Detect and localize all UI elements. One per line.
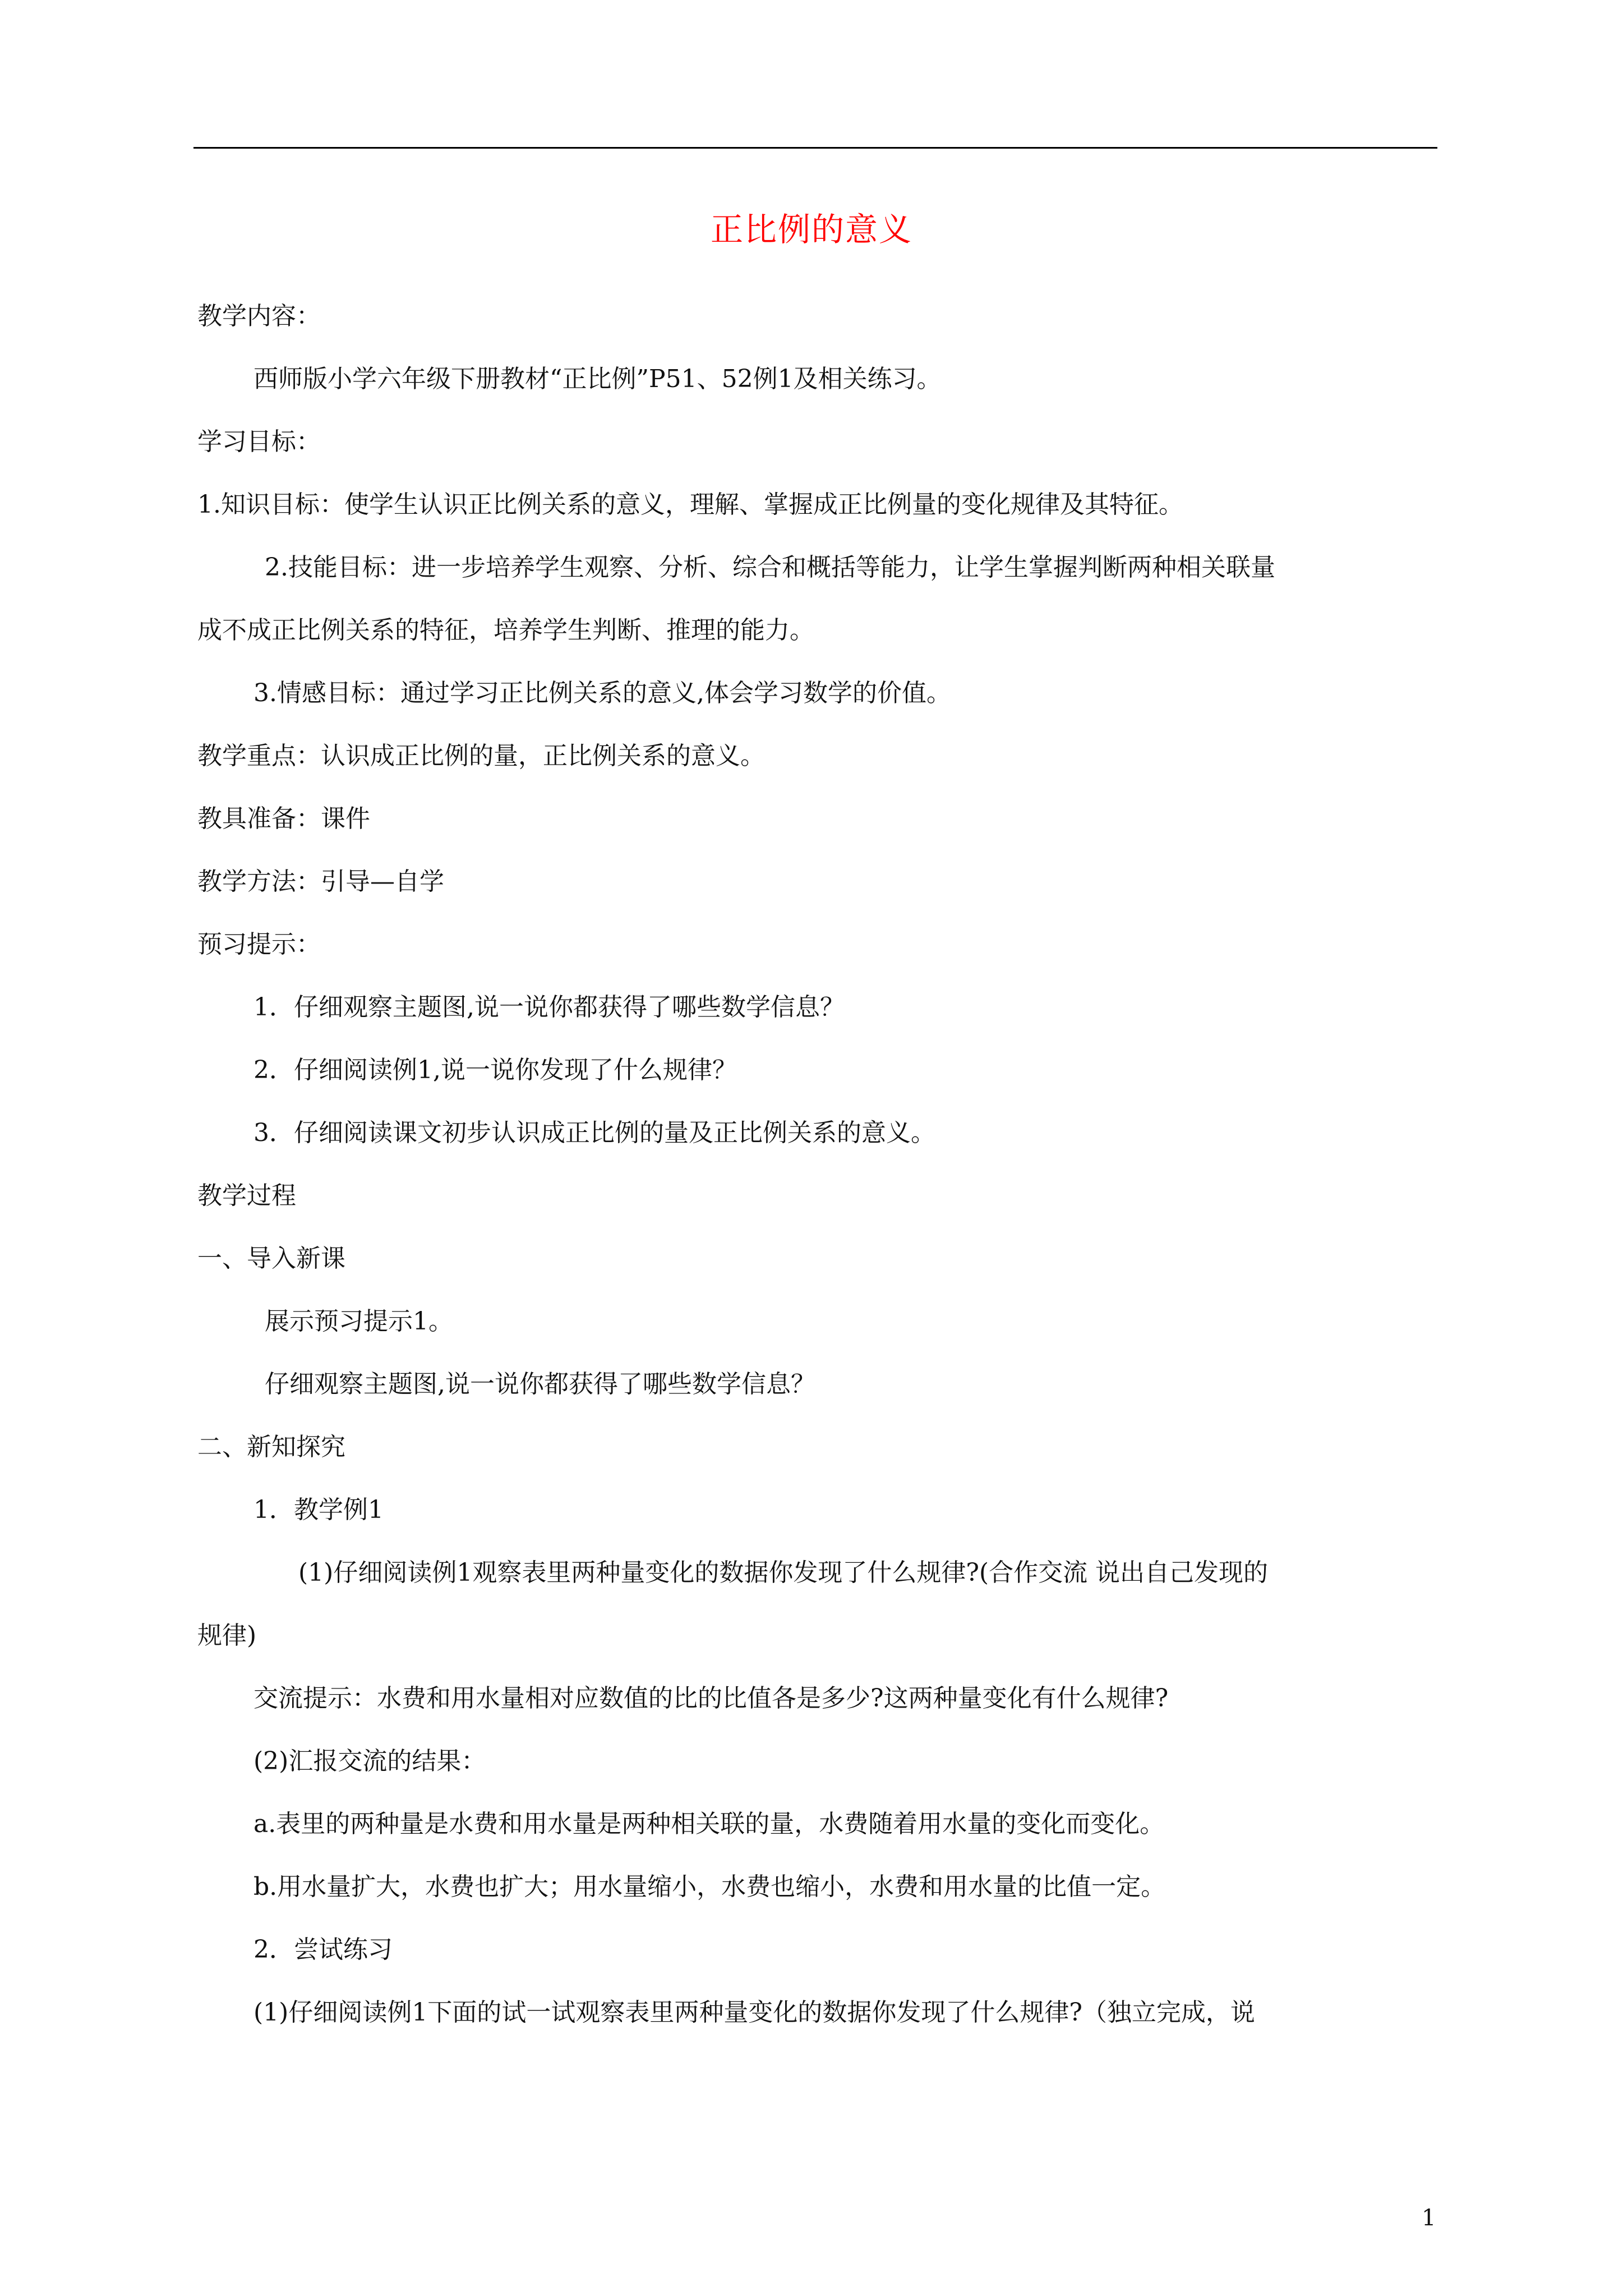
- page-number: 1: [1422, 2205, 1436, 2231]
- page-title: 正比例的意义: [710, 210, 912, 249]
- text-line: 2．尝试练习: [253, 1935, 393, 1964]
- text-line: 教学内容：: [197, 302, 321, 330]
- text-line: 教学重点：认识成正比例的量，正比例关系的意义。: [197, 742, 765, 770]
- text-line: 二、新知探究: [197, 1433, 345, 1461]
- text-line: (1)仔细阅读例1下面的试一试观察表里两种量变化的数据你发现了什么规律?（独立完成，说: [253, 1998, 1255, 2027]
- header-rule: [193, 147, 1437, 149]
- text-line: 1．教学例1: [253, 1496, 384, 1524]
- text-line: 学习目标：: [197, 427, 321, 456]
- text-line: 3.情感目标：通过学习正比例关系的意义,体会学习数学的价值。: [253, 679, 951, 707]
- text-line: 1.知识目标：使学生认识正比例关系的意义，理解、掌握成正比例量的变化规律及其特征。: [197, 490, 1183, 519]
- text-line: 1．仔细观察主题图,说一说你都获得了哪些数学信息？: [253, 993, 845, 1022]
- text-line: 一、导入新课: [197, 1244, 345, 1273]
- text-line: 2．仔细阅读例1,说一说你发现了什么规律？: [253, 1056, 737, 1084]
- text-line: 3．仔细阅读课文初步认识成正比例的量及正比例关系的意义。: [253, 1119, 935, 1147]
- text-line: 预习提示：: [197, 930, 321, 959]
- text-line: (1)仔细阅读例1观察表里两种量变化的数据你发现了什么规律?(合作交流 说出自己发现的: [298, 1558, 1269, 1587]
- text-line: 2.技能目标：进一步培养学生观察、分析、综合和概括等能力，让学生掌握判断两种相关联量: [265, 553, 1275, 582]
- text-line: (2)汇报交流的结果：: [253, 1747, 486, 1775]
- text-line: 教具准备：课件: [197, 804, 370, 833]
- text-line: 规律): [197, 1621, 257, 1650]
- text-line: 教学方法：引导—自学: [197, 867, 444, 896]
- text-line: 交流提示：水费和用水量相对应数值的比的比值各是多少?这两种量变化有什么规律?: [253, 1684, 1169, 1713]
- text-line: b.用水量扩大，水费也扩大；用水量缩小，水费也缩小，水费和用水量的比值一定。: [253, 1872, 1166, 1901]
- text-line: a.表里的两种量是水费和用水量是两种相关联的量，水费随着用水量的变化而变化。: [253, 1810, 1165, 1838]
- text-line: 成不成正比例关系的特征，培养学生判断、推理的能力。: [197, 616, 814, 645]
- text-line: 教学过程: [197, 1181, 296, 1210]
- text-line: 西师版小学六年级下册教材“正比例”P51、52例1及相关练习。: [253, 365, 942, 393]
- text-line: 展示预习提示1。: [265, 1307, 453, 1336]
- text-line: 仔细观察主题图,说一说你都获得了哪些数学信息？: [265, 1370, 815, 1398]
